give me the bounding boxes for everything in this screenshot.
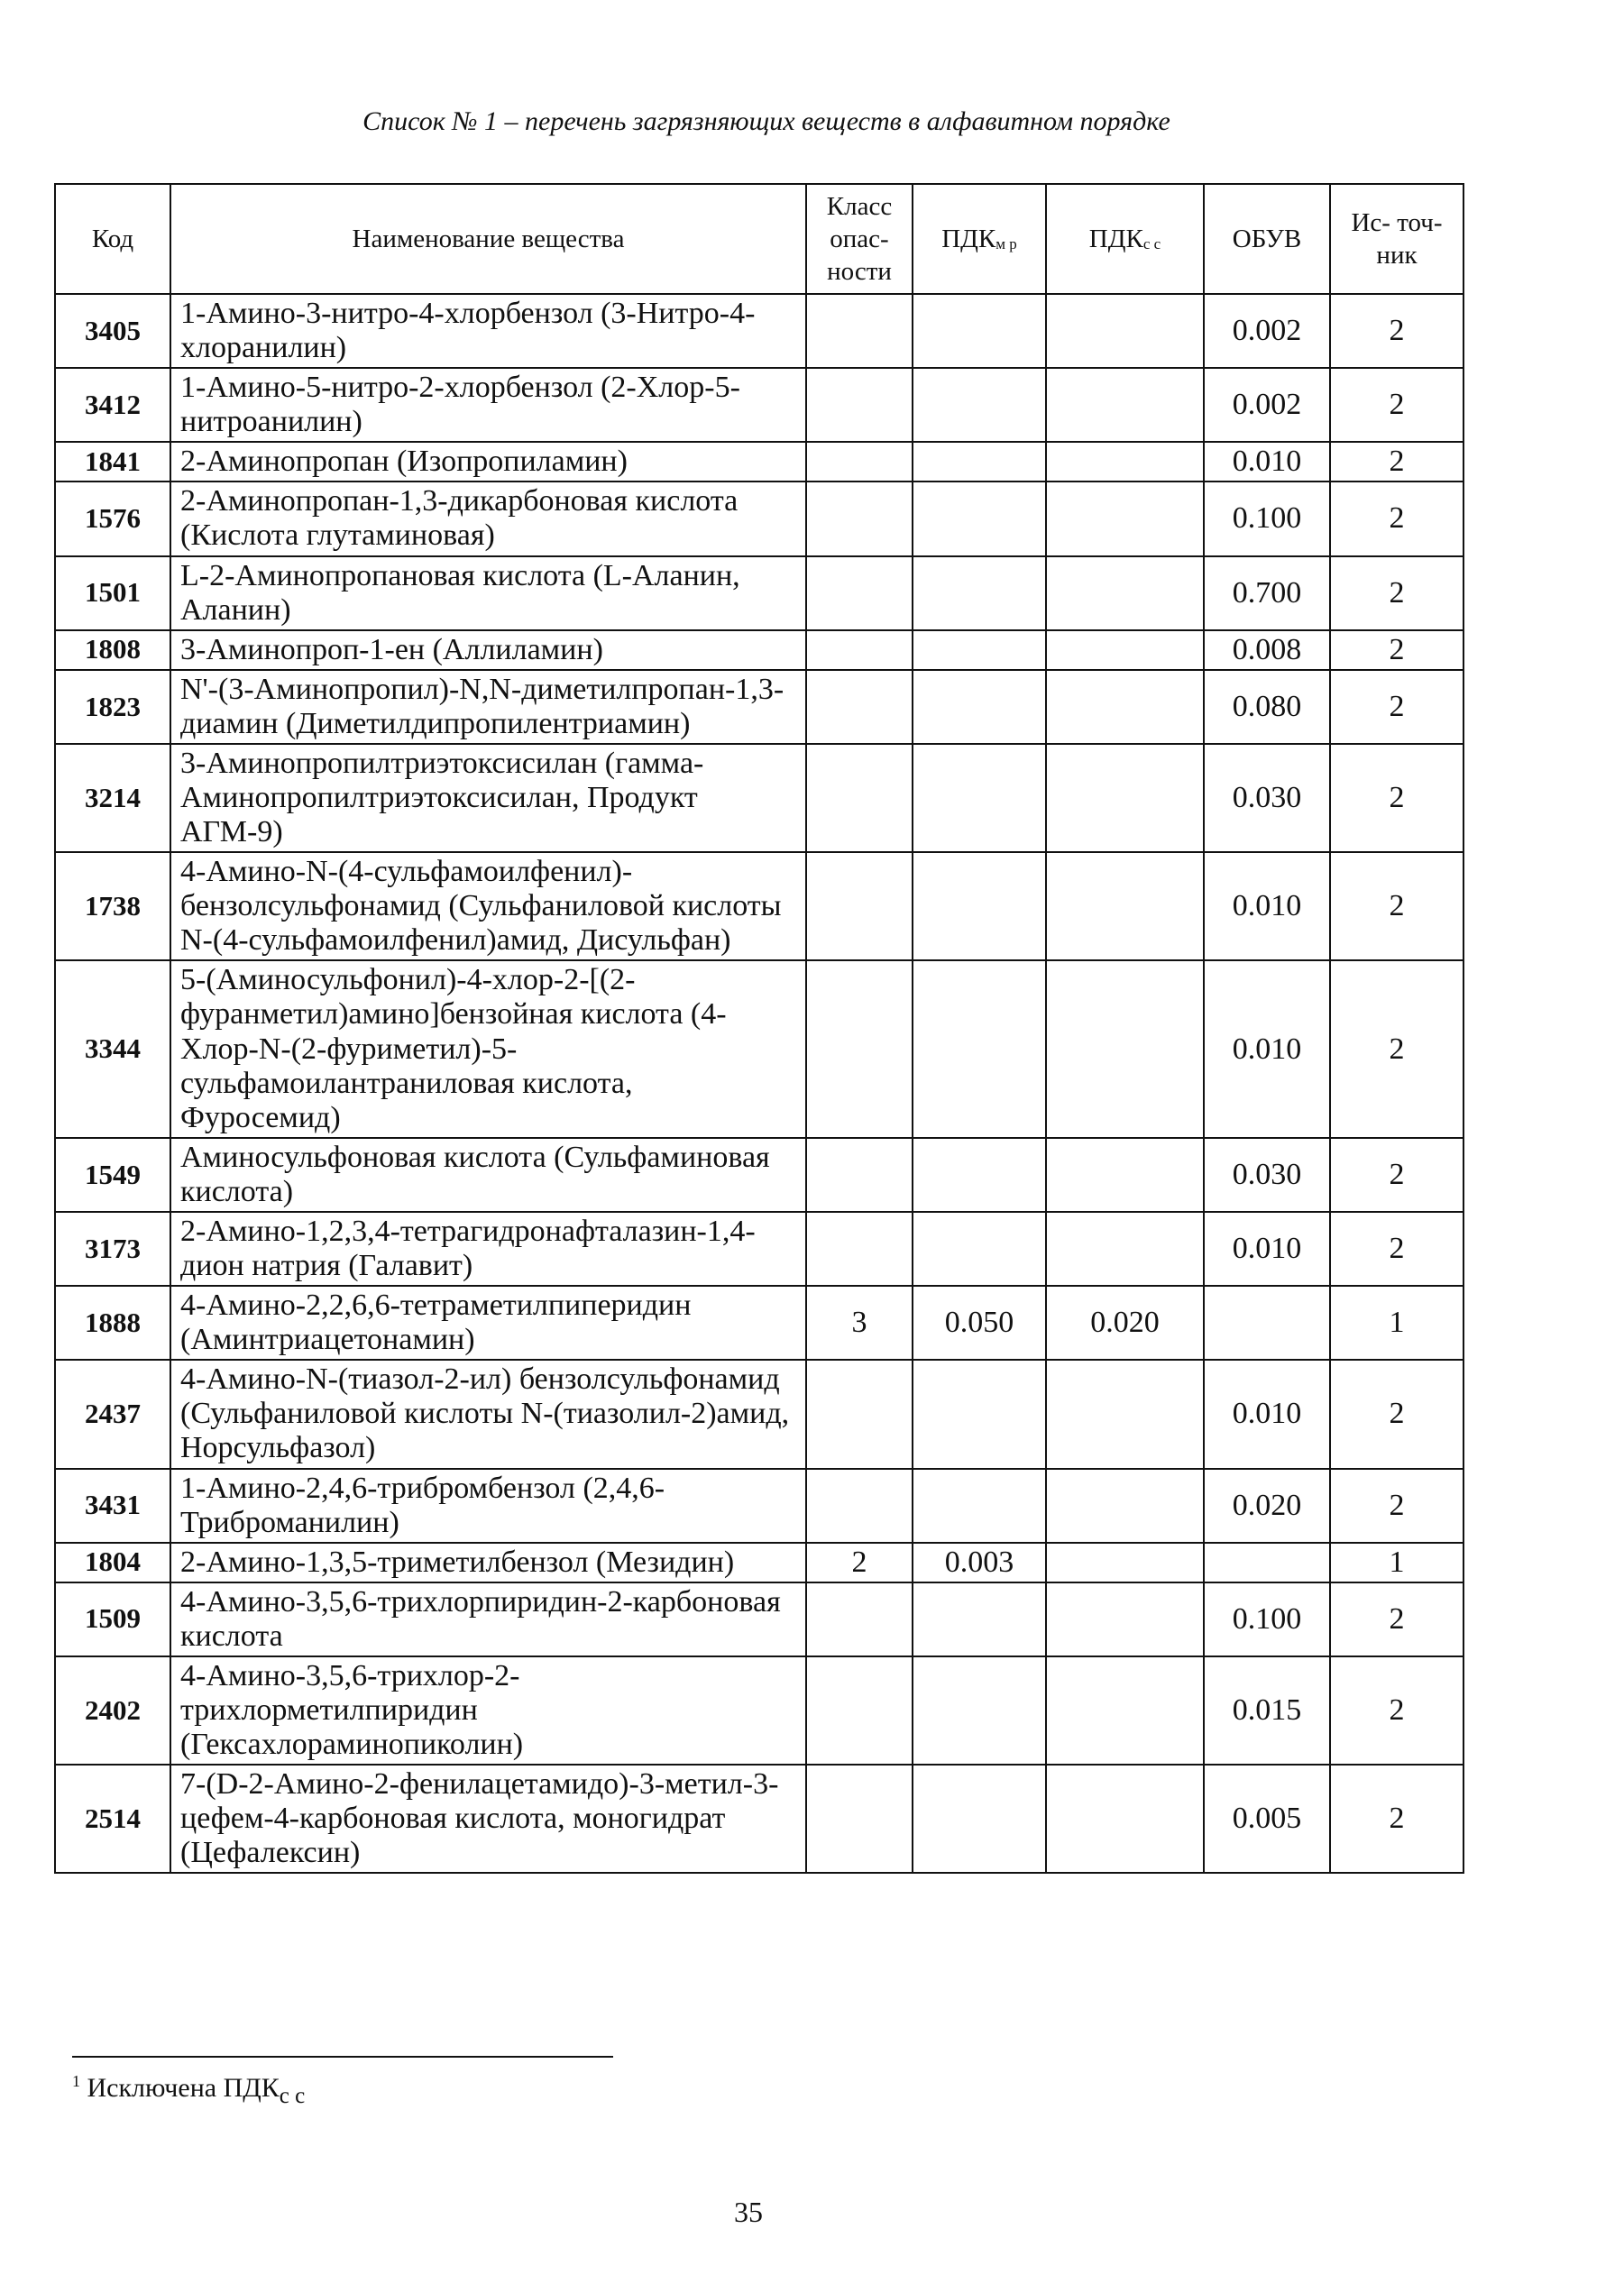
cell-pdk-mr [913,630,1046,670]
cell-name: N'-(3-Аминопропил)-N,N-диметилпропан-1,3-диамин (Диметилдипропилентриамин) [170,670,806,744]
cell-name: L-2-Аминопропановая кислота (L-Аланин, Аланин) [170,556,806,630]
cell-pdk-mr [913,1656,1046,1765]
cell-pdk-ss [1046,1543,1204,1582]
cell-obuv [1204,1543,1330,1582]
cell-pdk-mr [913,852,1046,960]
cell-source: 2 [1330,442,1463,482]
cell-obuv: 0.008 [1204,630,1330,670]
cell-class [806,1138,913,1212]
cell-class [806,960,913,1137]
footnote-divider [72,2056,613,2058]
cell-pdk-mr: 0.050 [913,1286,1046,1360]
cell-name: 1-Амино-5-нитро-2-хлорбензол (2-Хлор-5-нитроанилин) [170,368,806,442]
cell-code: 3214 [55,744,170,852]
cell-class: 2 [806,1543,913,1582]
table-row [55,556,1463,630]
cell-pdk-mr [913,556,1046,630]
pdk-ss-subscript: с с [1142,234,1161,252]
cell-class [806,744,913,852]
cell-name: 4-Амино-2,2,6,6-тетраметилпиперидин (Аминтриацетонамин) [170,1286,806,1360]
cell-code: 1576 [55,482,170,555]
cell-obuv [1204,1286,1330,1360]
cell-code: 1738 [55,852,170,960]
cell-name: 3-Аминопроп-1-ен (Аллиламин) [170,630,806,670]
table-row [55,1765,1463,1873]
cell-source: 2 [1330,482,1463,555]
cell-name: 2-Амино-1,3,5-триметилбензол (Мезидин) [170,1543,806,1582]
cell-class [806,368,913,442]
cell-source: 2 [1330,1212,1463,1286]
cell-pdk-ss [1046,744,1204,852]
cell-pdk-mr [913,442,1046,482]
cell-code: 2402 [55,1656,170,1765]
column-header-obuv: ОБУВ [1204,184,1330,294]
cell-code: 1841 [55,442,170,482]
cell-pdk-ss [1046,482,1204,555]
column-header-pdk-mr [913,184,1046,294]
cell-class [806,294,913,368]
cell-code: 1549 [55,1138,170,1212]
column-header-name: Наименование вещества [170,184,806,294]
cell-pdk-ss [1046,1212,1204,1286]
cell-pdk-ss [1046,442,1204,482]
page-title: Список № 1 – перечень загрязняющих веществ в алфавитном порядке [362,106,1170,136]
cell-pdk-mr [913,744,1046,852]
cell-obuv: 0.002 [1204,294,1330,368]
cell-name: 4-Амино-3,5,6-трихлорпиридин-2-карбоновая кислота [170,1582,806,1656]
cell-pdk-ss [1046,1765,1204,1873]
cell-obuv: 0.010 [1204,1360,1330,1468]
cell-pdk-mr [913,294,1046,368]
cell-class [806,670,913,744]
page-number: 35 [734,2196,763,2228]
column-header-pdk-ss [1046,184,1204,294]
pdk-mr-label: ПДК [941,224,996,253]
cell-pdk-ss: 0.020 [1046,1286,1204,1360]
cell-class [806,1360,913,1468]
column-header-code: Код [55,184,170,294]
cell-obuv: 0.002 [1204,368,1330,442]
cell-code: 3412 [55,368,170,442]
cell-name: Аминосульфоновая кислота (Сульфаминовая кислота) [170,1138,806,1212]
cell-pdk-ss [1046,852,1204,960]
cell-pdk-ss [1046,1469,1204,1543]
table-row [55,744,1463,852]
cell-source: 2 [1330,1765,1463,1873]
cell-pdk-mr [913,1138,1046,1212]
table-row [55,368,1463,442]
cell-class [806,1656,913,1765]
cell-code: 1804 [55,1543,170,1582]
cell-pdk-mr: 0.003 [913,1543,1046,1582]
cell-pdk-ss [1046,368,1204,442]
cell-class [806,852,913,960]
cell-name: 3-Аминопропилтриэтоксисилан (гамма-Аминопропилтриэтоксисилан, Продукт АГМ-9) [170,744,806,852]
cell-pdk-mr [913,368,1046,442]
pdk-ss-label: ПДК [1088,224,1143,253]
table-row [55,1360,1463,1468]
cell-code: 3405 [55,294,170,368]
cell-class: 3 [806,1286,913,1360]
cell-pdk-ss [1046,1138,1204,1212]
cell-source: 2 [1330,744,1463,852]
cell-pdk-mr [913,670,1046,744]
cell-pdk-mr [913,960,1046,1137]
cell-class [806,1469,913,1543]
column-header-source: Ис- точ- ник [1330,184,1463,294]
table-row [55,294,1463,368]
cell-pdk-ss [1046,1360,1204,1468]
cell-source: 2 [1330,960,1463,1137]
cell-name: 4-Амино-N-(тиазол-2-ил) бензолсульфонамид (Сульфаниловой кислоты N-(тиазолил-2)амид, Норсульфазол) [170,1360,806,1468]
cell-code: 3344 [55,960,170,1137]
cell-pdk-ss [1046,556,1204,630]
table-row [55,482,1463,555]
cell-obuv: 0.010 [1204,852,1330,960]
cell-name: 1-Амино-2,4,6-трибромбензол (2,4,6-Триброманилин) [170,1469,806,1543]
cell-pdk-ss [1046,630,1204,670]
cell-name: 4-Амино-3,5,6-трихлор-2-трихлорметилпиридин (Гексахлораминопиколин) [170,1656,806,1765]
substances-table-wrapper [54,183,1463,1874]
substances-table [54,183,1464,1874]
cell-pdk-ss [1046,294,1204,368]
cell-source: 2 [1330,294,1463,368]
table-header-row [55,184,1463,294]
cell-name: 2-Аминопропан-1,3-дикарбоновая кислота (Кислота глутаминовая) [170,482,806,555]
column-header-class: Класс опас- ности [806,184,913,294]
footnote-subscript: с с [279,2084,306,2108]
cell-code: 1509 [55,1582,170,1656]
table-row [55,1656,1463,1765]
cell-pdk-ss [1046,1582,1204,1656]
cell-source: 2 [1330,852,1463,960]
table-row [55,852,1463,960]
cell-obuv: 0.080 [1204,670,1330,744]
cell-class [806,630,913,670]
cell-code: 1823 [55,670,170,744]
cell-pdk-mr [913,1212,1046,1286]
cell-source: 2 [1330,1656,1463,1765]
cell-name: 7-(D-2-Амино-2-фенилацетамидо)-3-метил-3-цефем-4-карбоновая кислота, моногидрат (Цефалексин) [170,1765,806,1873]
cell-obuv: 0.005 [1204,1765,1330,1873]
cell-class [806,442,913,482]
cell-class [806,1765,913,1873]
cell-source: 2 [1330,1582,1463,1656]
footnote-text: Исключена ПДК [87,2073,280,2103]
cell-obuv: 0.020 [1204,1469,1330,1543]
table-body [55,294,1463,1873]
table-row [55,630,1463,670]
cell-obuv: 0.010 [1204,1212,1330,1286]
cell-name: 1-Амино-3-нитро-4-хлорбензол (3-Нитро-4-хлоранилин) [170,294,806,368]
table-row [55,1286,1463,1360]
cell-class [806,482,913,555]
cell-source: 2 [1330,1469,1463,1543]
cell-obuv: 0.700 [1204,556,1330,630]
cell-source: 2 [1330,1138,1463,1212]
table-row [55,1582,1463,1656]
cell-pdk-mr [913,1765,1046,1873]
cell-class [806,1582,913,1656]
cell-obuv: 0.100 [1204,482,1330,555]
table-row [55,960,1463,1137]
cell-pdk-ss [1046,670,1204,744]
cell-pdk-ss [1046,1656,1204,1765]
table-row [55,1212,1463,1286]
cell-name: 2-Амино-1,2,3,4-тетрагидронафталазин-1,4-дион натрия (Галавит) [170,1212,806,1286]
table-row [55,670,1463,744]
cell-name: 2-Аминопропан (Изопропиламин) [170,442,806,482]
cell-class [806,1212,913,1286]
cell-pdk-mr [913,1360,1046,1468]
cell-source: 2 [1330,630,1463,670]
cell-pdk-mr [913,1469,1046,1543]
cell-code: 3431 [55,1469,170,1543]
footnote [72,2072,305,2109]
table-row [55,442,1463,482]
cell-code: 3173 [55,1212,170,1286]
cell-obuv: 0.100 [1204,1582,1330,1656]
cell-code: 2514 [55,1765,170,1873]
cell-obuv: 0.030 [1204,1138,1330,1212]
footnote-mark: 1 [72,2072,80,2090]
cell-obuv: 0.015 [1204,1656,1330,1765]
cell-pdk-ss [1046,960,1204,1137]
cell-source: 2 [1330,1360,1463,1468]
cell-pdk-mr [913,482,1046,555]
pdk-mr-subscript: м р [996,234,1017,252]
cell-code: 1888 [55,1286,170,1360]
cell-obuv: 0.010 [1204,960,1330,1137]
cell-name: 5-(Аминосульфонил)-4-хлор-2-[(2-фуранметил)амино]бензойная кислота (4-Хлор-N-(2-фуриметил)-5-сульфамоилантраниловая кислота, Фуросемид) [170,960,806,1137]
cell-source: 1 [1330,1286,1463,1360]
cell-code: 1808 [55,630,170,670]
cell-source: 2 [1330,368,1463,442]
cell-code: 1501 [55,556,170,630]
cell-source: 2 [1330,670,1463,744]
cell-code: 2437 [55,1360,170,1468]
cell-source: 1 [1330,1543,1463,1582]
table-row [55,1138,1463,1212]
cell-obuv: 0.010 [1204,442,1330,482]
table-row [55,1469,1463,1543]
cell-pdk-mr [913,1582,1046,1656]
cell-source: 2 [1330,556,1463,630]
cell-name: 4-Амино-N-(4-сульфамоилфенил)-бензолсульфонамид (Сульфаниловой кислоты N-(4-сульфамоилфенил)амид, Дисульфан) [170,852,806,960]
table-row [55,1543,1463,1582]
cell-class [806,556,913,630]
cell-obuv: 0.030 [1204,744,1330,852]
